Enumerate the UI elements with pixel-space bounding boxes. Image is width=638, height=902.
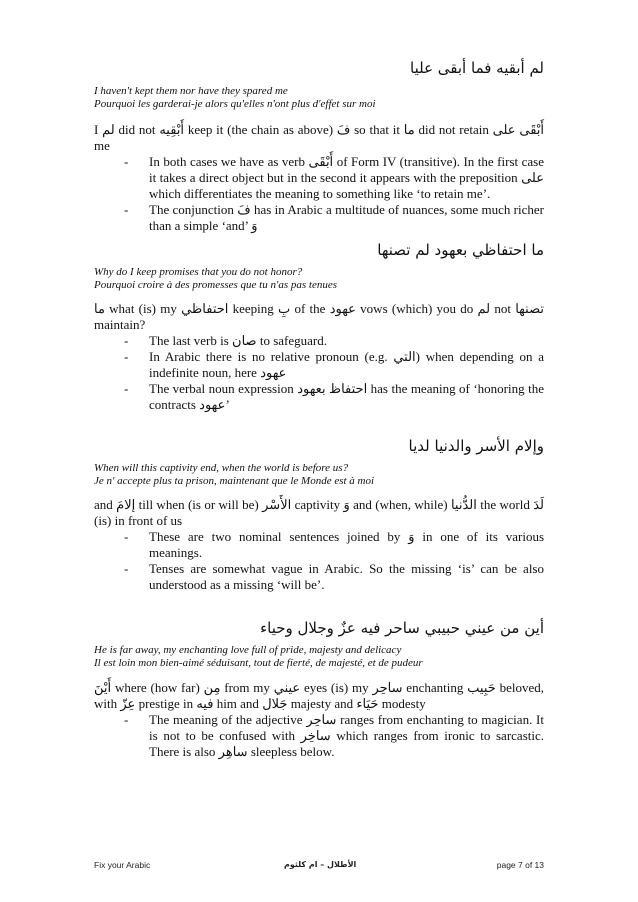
footer-song-title: الأطلال – ام كلثوم <box>284 860 357 869</box>
page-number: page 7 of 13 <box>496 860 544 870</box>
word-gloss: and إلامَ till when (is or will be) الأَسْر captivity وَ and (when, while) الدُّنيا the world لَدَ (is) in front of us <box>94 497 545 528</box>
french-translation: Il est loin mon bien-aimé séduisant, tout de fierté, de majesté, et de pudeur <box>94 657 423 669</box>
note-item: - These are two nominal sentences joined by وَ in one of its various meanings. <box>124 529 544 561</box>
note-item: - In both cases we have as verb أَبْقَى of Form IV (transitive). In the first case it takes a direct object but in the second it appears with the preposition على which differentiates the meaning to something like ‘to retain me’. <box>124 154 544 202</box>
note-item: - The conjunction فَ has in Arabic a multitude of nuances, some much richer than a simple ‘and’ وَ <box>124 202 544 234</box>
english-translation: Why do I keep promises that you do not honor? <box>94 266 303 278</box>
section-1 <box>94 58 544 234</box>
word-gloss: I لم did not أَبْقِيه keep it (the chain as above) فَ so that it ما did not retain أَبْقَى على me <box>94 122 544 153</box>
french-translation: Pourquoi croire à des promesses que tu n'as pas tenues <box>94 279 338 291</box>
arabic-verse: لم أبقيه فما أبقى عليا <box>410 59 544 77</box>
word-gloss: ما what (is) my احتفاظي keeping بِ of the عهود vows (which) you do لم not تصنها maintain? <box>94 301 544 332</box>
note-item: - The last verb is صان to safeguard. <box>124 333 544 349</box>
arabic-verse: أين من عيني حبيبي ساحر فيه عزٌ وجلال وحياء <box>260 619 544 637</box>
arabic-verse: وإلام الأسر والدنيا لديا <box>408 437 544 455</box>
english-translation: When will this captivity end, when the world is before us? <box>94 462 349 474</box>
french-translation: Pourquoi les garderai-je alors qu'elles n'ont plus d'effet sur moi <box>94 98 376 110</box>
french-translation: Je n' accepte plus ta prison, maintenant que le Monde est à moi <box>94 475 375 487</box>
page-footer <box>94 860 544 874</box>
word-gloss: أَيْنَ where (how far) مِن from my عيني eyes (is) my ساحِر enchanting حَبِيب beloved, with عِزّ prestige in فيه him and جَلال majesty and حَيَاء modesty <box>94 680 544 711</box>
section-2 <box>94 240 544 413</box>
note-item: - The meaning of the adjective ساحِر ranges from enchanting to magician. It is not to be confused with ساخِر which ranges from ironic to sarcastic. There is also ساهِر sleepless below. <box>124 712 544 760</box>
notes-list <box>94 333 544 413</box>
arabic-verse: ما احتفاظي بعهود لم تصنها <box>377 241 544 259</box>
note-item: - Tenses are somewhat vague in Arabic. So the missing ‘is’ can be also understood as a missing ‘will be’. <box>124 561 544 593</box>
english-translation: I haven't kept them nor have they spared me <box>94 85 288 97</box>
footer-title: Fix your Arabic <box>94 860 151 870</box>
english-translation: He is far away, my enchanting love full of pride, majesty and delicacy <box>94 644 402 656</box>
note-item: - In Arabic there is no relative pronoun (e.g. التي) when depending on a indefinite noun, here عهود <box>124 349 544 381</box>
section-4 <box>94 618 544 760</box>
notes-list <box>94 529 544 593</box>
notes-list <box>94 154 544 234</box>
note-item: - The verbal noun expression احتفاظ بعهود has the meaning of ‘honoring the contracts عهود’ <box>124 381 544 413</box>
notes-list <box>94 712 544 760</box>
section-3 <box>94 436 544 593</box>
